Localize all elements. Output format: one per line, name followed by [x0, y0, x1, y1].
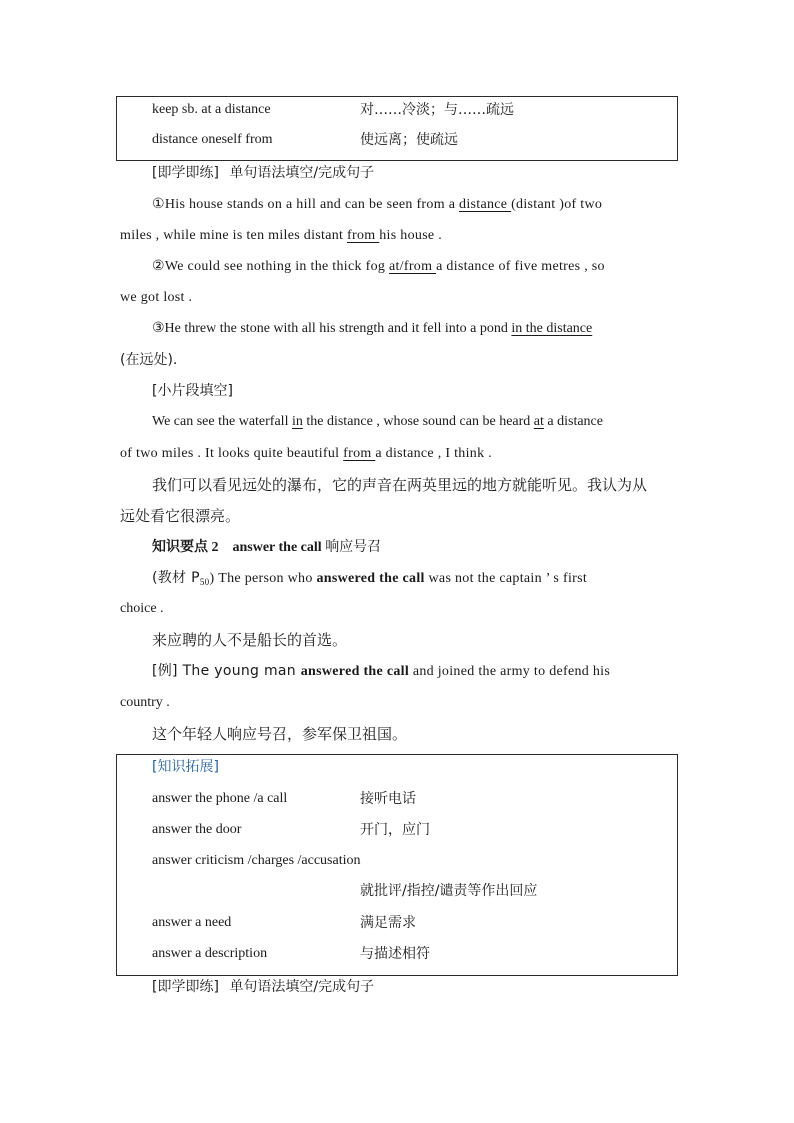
text: ③He threw the stone with all his strength and it fell into a pond: [152, 321, 512, 336]
text: his house .: [379, 228, 443, 243]
practice-label: [即学即练]: [152, 979, 219, 995]
text: a distance , I think .: [375, 446, 492, 461]
question-1-cont: [120, 226, 676, 246]
answer-blank: at/from: [388, 259, 437, 274]
text: ①His house stands on a hill and can be seen from a: [152, 197, 460, 212]
practice-heading: [152, 163, 676, 184]
example-sentence-cont: country .: [120, 695, 170, 710]
extension-box: [116, 754, 678, 976]
text: ) The person who: [209, 571, 317, 586]
text: (教材 P: [152, 570, 200, 586]
phrase-cn: 使远离；使疏远: [360, 132, 458, 148]
text: of two miles . It looks quite beautiful: [120, 446, 344, 461]
text: and joined the army to defend his: [409, 664, 611, 679]
point-label: 知识要点 2: [152, 540, 219, 555]
fragment-heading: [小片段填空]: [152, 383, 233, 399]
key-phrase: answered the call: [316, 571, 425, 586]
phrase-en: answer the door: [152, 822, 242, 837]
answer-blank: from: [347, 228, 380, 243]
phrase-en: answer a need: [152, 915, 232, 930]
phrase-cn: 接听电话: [360, 791, 416, 807]
phrase-en: keep sb. at a distance: [152, 102, 271, 117]
answer-blank: at: [533, 414, 544, 429]
text: We can see the waterfall: [152, 414, 292, 429]
phrase-cn: 开门，应门: [360, 822, 430, 838]
text: was not the captain ’ s first: [424, 571, 588, 586]
fragment-translation: 我们可以看见远处的瀑布，它的声音在两英里远的地方就能听见。我认为从: [152, 476, 648, 494]
practice-heading: [152, 977, 676, 998]
fragment-line-1: [152, 412, 676, 432]
phrase-cn: 满足需求: [360, 915, 416, 931]
textbook-example-cont: choice .: [120, 601, 164, 616]
phrase-en: distance oneself from: [152, 132, 273, 147]
key-phrase: answered the call: [300, 664, 410, 679]
text: (distant )of two: [511, 197, 603, 212]
practice-label: [即学即练]: [152, 165, 219, 181]
text: a distance of five metres , so: [436, 259, 605, 274]
question-3: [152, 319, 676, 339]
phrase-en: answer criticism /charges /accusation: [152, 853, 361, 868]
practice-subheading: 单句语法填空/完成句子: [229, 979, 375, 995]
phrase-en: answer a description: [152, 946, 268, 961]
text: a distance: [543, 414, 603, 429]
answer-blank: distance: [459, 197, 512, 212]
question-1: [152, 195, 676, 215]
practice-subheading: 单句语法填空/完成句子: [229, 165, 375, 181]
question-2-cont: we got lost .: [120, 290, 193, 305]
fragment-line-2: [120, 444, 676, 464]
top-phrase-box: [116, 96, 678, 161]
phrase-cn: 就批评/指控/谴责等作出回应: [360, 883, 538, 899]
question-3-cont: (在远处).: [120, 352, 178, 368]
phrase-cn: 对……冷淡；与……疏远: [360, 102, 514, 118]
answer-blank: from: [343, 446, 376, 461]
text: [例] The young man: [152, 663, 301, 679]
point-phrase: answer the call: [232, 540, 322, 555]
page-subscript: 50: [199, 577, 210, 587]
text: ②We could see nothing in the thick fog: [152, 259, 389, 274]
point-meaning: 响应号召: [325, 539, 382, 555]
text: the distance , whose sound can be heard: [302, 414, 534, 429]
answer-blank: in the distance: [511, 321, 593, 336]
answer-blank: in: [291, 414, 303, 429]
extension-heading: [知识拓展]: [152, 759, 219, 775]
textbook-example: [152, 568, 676, 592]
fragment-translation-cont: 远处看它很漂亮。: [120, 507, 241, 525]
phrase-cn: 与描述相符: [360, 946, 430, 962]
phrase-en: answer the phone /a call: [152, 791, 288, 806]
example-translation: 这个年轻人响应号召，参军保卫祖国。: [152, 725, 408, 743]
textbook-translation: 来应聘的人不是船长的首选。: [152, 631, 348, 649]
example-sentence: [152, 661, 676, 682]
text: miles , while mine is ten miles distant: [120, 228, 348, 243]
question-2: [152, 257, 676, 277]
point-heading: [152, 537, 676, 558]
